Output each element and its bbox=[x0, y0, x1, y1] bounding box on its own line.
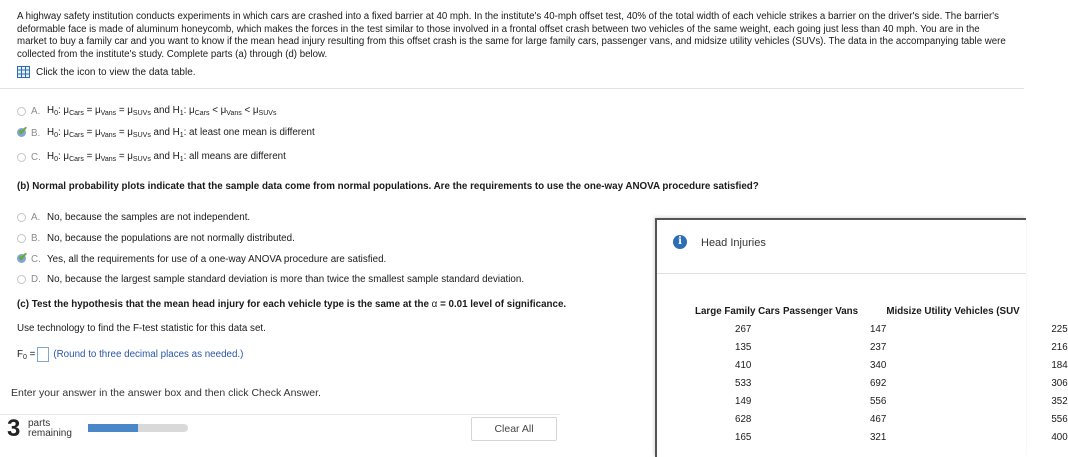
table-cell: 216 bbox=[1051, 342, 1068, 353]
progress-fill bbox=[88, 424, 138, 432]
table-row bbox=[695, 410, 1068, 428]
checkmark-icon: ✔ bbox=[18, 124, 29, 138]
table-cell: 184 bbox=[1051, 360, 1068, 371]
radio-button[interactable] bbox=[17, 153, 26, 162]
table-row bbox=[695, 356, 1068, 374]
radio-button-selected[interactable] bbox=[17, 250, 30, 265]
table-cell: 467 bbox=[869, 414, 887, 425]
table-cell: 692 bbox=[869, 378, 887, 389]
radio-button[interactable] bbox=[17, 107, 26, 116]
table-cell: 306 bbox=[1051, 378, 1068, 389]
table-row bbox=[695, 392, 1068, 410]
table-cell: 340 bbox=[869, 360, 887, 371]
clear-all-button[interactable]: Clear All bbox=[471, 417, 557, 441]
f-statistic-row bbox=[17, 347, 243, 362]
table-cell: 267 bbox=[735, 324, 752, 335]
table-cell: 147 bbox=[869, 324, 887, 335]
part-b-option-b[interactable]: B. No, because the populations are not normally distributed. bbox=[17, 233, 295, 244]
progress-bar bbox=[88, 424, 188, 432]
part-a-option-c[interactable]: C. $H_0$: $\mu_{Cars} = \mu_{Vans} = \mu_{SUVs}$ and $H_1$: all means are different bbox=[17, 151, 286, 163]
part-b-option-d[interactable]: D. No, because the largest sample standard deviation is more than twice the smallest sample standard deviation. bbox=[17, 274, 524, 285]
table-cell: 321 bbox=[869, 432, 887, 443]
part-a-option-a[interactable]: A. $H_0$: $\mu_{Cars} = \mu_{Vans} = \mu_{SUVs}$ and $H_1$: $\mu_{Cars} < \mu_{Vans} < \mu_{SUVs}$ bbox=[17, 105, 276, 117]
table-cell: 225 bbox=[1051, 324, 1068, 335]
popup-title: Head Injuries bbox=[701, 237, 766, 249]
column-header: Midsize Utility Vehicles (SUV bbox=[886, 306, 1020, 317]
option-text: No, because the samples are not independent. bbox=[47, 212, 251, 223]
table-cell: 400 bbox=[1051, 432, 1068, 443]
table-cell: 533 bbox=[735, 378, 752, 389]
f-statistic-input[interactable] bbox=[37, 347, 49, 362]
part-a-option-b[interactable]: ✔ B. $H_0$: $\mu_{Cars} = \mu_{Vans} = \mu_{SUVs}$ and $H_1$: at least one mean is different bbox=[18, 124, 315, 139]
table-row bbox=[695, 338, 1068, 356]
table-grid-icon[interactable] bbox=[17, 66, 30, 78]
radio-button-selected[interactable] bbox=[17, 124, 30, 139]
table-cell: 165 bbox=[735, 432, 752, 443]
table-cell: 556 bbox=[869, 396, 887, 407]
column-header: Large Family Cars bbox=[695, 306, 780, 317]
table-cell: 410 bbox=[735, 360, 752, 371]
part-c-instruction: Use technology to find the F-test statistic for this data set. bbox=[17, 323, 266, 334]
head-injuries-table bbox=[695, 306, 1068, 446]
parts-remaining-count: 3 bbox=[7, 415, 21, 442]
column-header: Passenger Vans bbox=[782, 306, 859, 317]
hypothesis-text: $H_0$: $\mu_{Cars} = \mu_{Vans} = \mu_{SUVs}$ and $H_1$: all means are different bbox=[47, 151, 286, 163]
hypothesis-text: $H_0$: $\mu_{Cars} = \mu_{Vans} = \mu_{SUVs}$ and $H_1$: at least one mean is different bbox=[47, 127, 315, 139]
option-text: Yes, all the requirements for use of a one-way ANOVA procedure are satisfied. bbox=[47, 253, 387, 265]
popup-divider bbox=[657, 273, 1026, 274]
hypothesis-text: $H_0$: $\mu_{Cars} = \mu_{Vans} = \mu_{SUVs}$ and $H_1$: $\mu_{Cars} < \mu_{Vans} < \mu_{SUVs}$ bbox=[47, 105, 277, 117]
data-link-text: Click the icon to view the data table. bbox=[36, 66, 196, 78]
data-table-popup bbox=[655, 218, 1068, 457]
radio-button[interactable] bbox=[17, 213, 26, 222]
data-table-link[interactable] bbox=[17, 66, 196, 78]
table-cell: 628 bbox=[735, 414, 752, 425]
option-text: No, because the largest sample standard deviation is more than twice the smallest sample standard deviation. bbox=[47, 274, 525, 285]
part-b-question: (b) Normal probability plots indicate that the sample data come from normal populations. Are the requirements to use the one-way ANOVA procedure satisfied? bbox=[17, 181, 759, 192]
footer-divider bbox=[0, 414, 560, 415]
table-row bbox=[695, 374, 1068, 392]
table-cell: 237 bbox=[869, 342, 887, 353]
option-text: No, because the populations are not normally distributed. bbox=[47, 233, 295, 244]
enter-answer-instruction: Enter your answer in the answer box and then click Check Answer. bbox=[11, 387, 321, 399]
info-icon: i bbox=[673, 235, 687, 249]
table-cell: 556 bbox=[1051, 414, 1068, 425]
f-label: $F_0$ = bbox=[17, 348, 36, 361]
parts-remaining-label: parts remaining bbox=[28, 418, 72, 439]
radio-button[interactable] bbox=[17, 234, 26, 243]
part-c-question: (c) Test the hypothesis that the mean head injury for each vehicle type is the same at the α = 0.01 level of significance. bbox=[17, 299, 567, 310]
table-row bbox=[695, 320, 1068, 338]
table-row bbox=[695, 428, 1068, 446]
part-b-option-c[interactable]: ✔ C. Yes, all the requirements for use of a one-way ANOVA procedure are satisfied. bbox=[18, 250, 387, 265]
problem-statement: A highway safety institution conducts experiments in which cars are crashed into a fixed barrier at 40 mph. In the institute's 40-mph offset test, 40% of the total width of each vehicle strikes a barrier on the driver's side. The barrier's deformable face is made of aluminum honeycomb, which makes the forces in the test similar to those involved in a frontal offset crash between two vehicles of the same weight, each going just less than 40 mph. You are in the market to buy a family car and you want to know if the mean head injury resulting from this offset crash is the same for large family cars, passenger vans, and midsize utility vehicles (SUVs). The data in the accompanying table were collected from the institute's study. Complete parts (a) through (d) below. bbox=[17, 11, 1006, 60]
popup-header[interactable] bbox=[657, 220, 1026, 272]
rounding-note: (Round to three decimal places as needed.) bbox=[53, 349, 244, 360]
checkmark-icon: ✔ bbox=[18, 250, 29, 264]
table-cell: 352 bbox=[1051, 396, 1068, 407]
part-b-option-a[interactable]: A. No, because the samples are not independent. bbox=[17, 212, 250, 223]
divider bbox=[0, 88, 1024, 89]
radio-button[interactable] bbox=[17, 275, 26, 284]
table-cell: 149 bbox=[735, 396, 752, 407]
table-cell: 135 bbox=[735, 342, 752, 353]
